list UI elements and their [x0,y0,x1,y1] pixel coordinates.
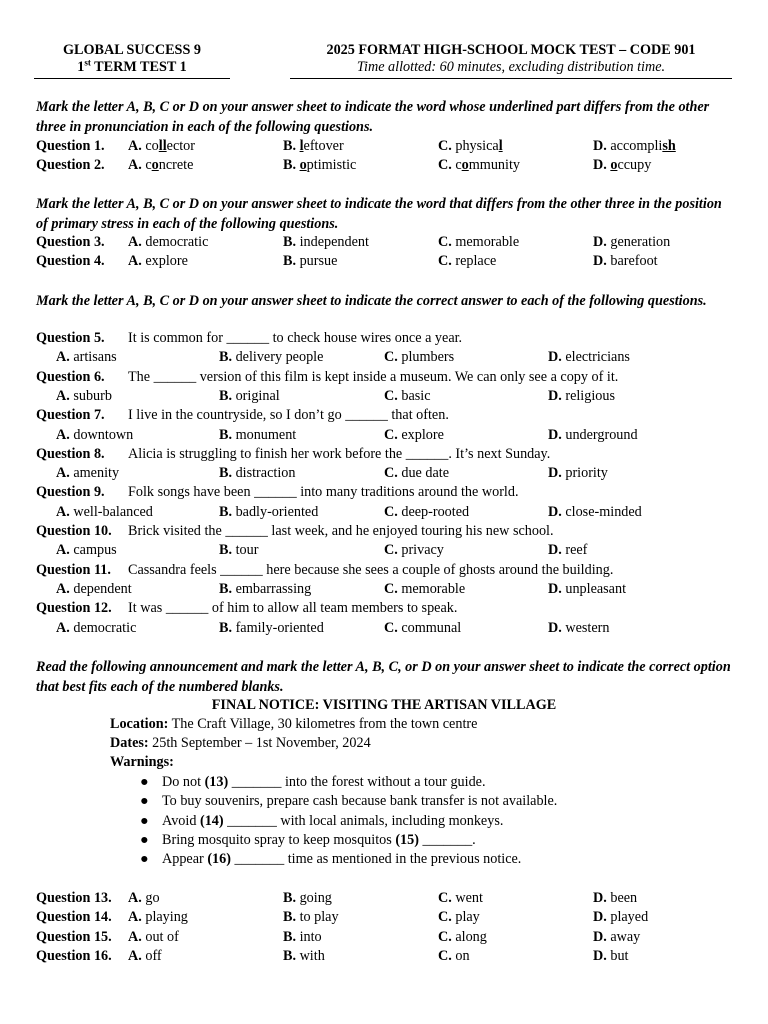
option-letter: D. [548,542,566,559]
option-text: into [299,928,322,945]
answer-option [128,137,195,156]
answer-option [438,928,487,947]
option-text: been [610,890,638,906]
option-letter: C. [438,928,456,945]
option-text: replace [455,253,497,269]
question-stem: It is common for ______ to check house wires once a year. [128,330,463,346]
option-text: campus [73,542,117,559]
option-letter: D. [593,157,611,173]
option-text-pre: accompli [610,138,663,154]
option-text: independent [299,234,369,250]
question-label: Question 11. [36,561,111,578]
warning-item [140,773,486,792]
option-underlined-part: o [299,157,307,173]
question-stem: It was ______ of him to allow all team members to speak. [128,600,458,617]
option-letter: C. [384,465,402,482]
option-text-pre: physica [455,138,499,154]
answer-option [548,619,609,638]
option-letter: A. [128,890,146,906]
option-text-pre: c [145,157,152,173]
option-letter: D. [548,619,566,636]
option-letter: D. [548,580,566,597]
option-underlined-part: sh [662,138,676,154]
question-label: Question 14. [36,909,112,926]
option-underlined-part: ll [158,138,167,154]
time-allotted: Time allotted: 60 minutes, excluding distribution time. [356,59,666,75]
option-letter: A. [56,465,74,482]
answer-option [56,619,136,638]
option-text: out of [145,928,179,945]
answer-option [283,908,339,927]
option-letter: C. [438,234,456,250]
option-text: original [235,387,280,404]
option-text: religious [565,387,615,404]
header-left-rule [34,78,230,79]
option-text-post: mmunity [468,157,520,173]
option-underlined-part: l [299,138,304,154]
option-text: going [299,890,332,906]
option-letter: C. [438,947,456,964]
warning-item [140,831,476,850]
option-text: amenity [73,465,120,482]
option-text: played [610,909,649,926]
answer-option [219,580,311,599]
warnings-label: Warnings: [110,754,174,770]
exam-title: 2025 FORMAT HIGH-SCHOOL MOCK TEST – CODE 901 [326,42,696,58]
option-text: deep-rooted [401,503,470,520]
answer-option [283,889,332,908]
option-letter: B. [219,542,236,559]
option-letter: D. [548,387,566,404]
answer-option [548,348,630,367]
warning-text-pre: Do not [162,774,205,790]
option-text: democratic [73,619,137,636]
option-letter: D. [593,928,611,945]
answer-option [548,387,615,406]
option-letter: B. [219,349,236,366]
answer-option [128,233,208,252]
option-text: privacy [401,542,444,559]
warning-text-pre: To buy souvenirs, prepare cash because bank transfer is not available. [162,793,558,810]
answer-option [283,947,325,966]
answer-option [56,387,112,406]
question-stem: Brick visited the ______ last week, and he enjoyed touring his new school. [128,523,554,539]
answer-option [128,928,179,947]
option-text: away [610,928,641,945]
answer-option [384,541,444,560]
warning-text-pre: Avoid [162,812,200,829]
option-text: communal [401,619,462,636]
option-underlined-part: o [151,157,159,173]
question-label: Question 7. [36,407,105,424]
question-stem: The ______ version of this film is kept inside a museum. We can only see a copy of it. [128,368,619,385]
option-text: suburb [73,387,112,404]
question-label: Question 8. [36,445,105,462]
blank-number: (14) [199,812,224,829]
answer-option [438,908,480,927]
option-letter: B. [283,157,300,173]
notice-title: FINAL NOTICE: VISITING THE ARTISAN VILLAGE [211,697,557,713]
option-letter: D. [548,426,566,443]
answer-option [593,908,648,927]
option-text: explore [401,426,444,443]
option-text: western [565,619,610,636]
term-number: 1 [77,59,85,75]
option-text: memorable [401,580,466,597]
option-text: embarrassing [235,580,312,597]
option-text: dependent [73,580,132,597]
answer-option [438,233,519,252]
term-test-label: TERM TEST 1 [90,59,187,75]
option-text-post: ector [166,138,195,154]
option-letter: D. [593,947,611,964]
option-text: family-oriented [235,619,324,636]
warning-text-post: _______ with local animals, including monkeys. [223,812,504,829]
section2-instruction: Mark the letter A, B, C or D on your answer sheet to indicate the word that differs from the other three in the position of primary stress in each of the following questions. [36,196,722,232]
option-text: to play [299,909,339,926]
option-text: barefoot [610,253,658,269]
term-ordinal-suffix: st [84,57,91,68]
option-underlined-part: o [610,157,618,173]
option-text-post: ncrete [158,157,194,173]
answer-option [438,947,470,966]
answer-option [438,252,496,271]
bullet-icon: ● [140,851,149,868]
option-text: electricians [565,349,630,366]
dates-label: Dates: [110,735,149,751]
option-letter: A. [128,947,146,964]
question-label: Question 13. [36,890,112,906]
option-letter: D. [593,909,611,926]
answer-option [548,503,642,522]
warning-text-pre: Bring mosquito spray to keep mosquitos [162,831,396,848]
answer-option [283,233,369,252]
bullet-icon: ● [140,774,149,790]
option-text: underground [565,426,638,443]
option-letter: B. [283,947,300,964]
answer-option [128,947,162,966]
answer-option [128,252,188,271]
option-text: democratic [145,234,209,250]
option-letter: D. [548,503,566,520]
warning-item [140,792,557,811]
answer-option [219,541,258,560]
option-letter: C. [384,542,402,559]
warning-text-post: _______ time as mentioned in the previous notice. [230,851,522,868]
option-letter: A. [56,580,74,597]
option-text: off [145,947,162,964]
bullet-icon: ● [140,793,149,810]
question-label: Question 1. [36,138,105,154]
question-label: Question 3. [36,234,105,250]
answer-option [548,464,608,483]
option-text: playing [145,909,188,926]
option-letter: A. [128,234,146,250]
option-text-pre: c [455,157,462,173]
option-letter: B. [219,465,236,482]
answer-option [548,426,638,445]
option-letter: A. [56,619,74,636]
term-test-title [34,58,230,77]
option-text: play [455,909,480,926]
answer-option [593,928,640,947]
warning-text-post: _______. [418,831,476,848]
option-letter: C. [384,580,402,597]
answer-option [593,889,637,908]
option-text: but [610,947,629,964]
question-label: Question 10. [36,523,112,539]
option-letter: B. [283,138,300,154]
answer-option [56,464,119,483]
option-text: well-balanced [73,503,153,520]
question-label: Question 2. [36,157,105,173]
answer-option [283,137,344,156]
option-text: monument [235,426,297,443]
warning-text-pre: Appear [162,851,208,868]
option-letter: B. [219,426,236,443]
answer-option [219,387,280,406]
option-letter: C. [384,619,402,636]
answer-option [56,426,133,445]
option-letter: B. [219,387,236,404]
option-text-pre: co [145,138,159,154]
option-text: distraction [235,465,296,482]
option-letter: C. [438,909,456,926]
option-text: badly-oriented [235,503,319,520]
option-letter: C. [438,890,456,906]
question-stem: Folk songs have been ______ into many traditions around the world. [128,484,519,501]
answer-option [438,156,520,175]
option-text: downtown [73,426,134,443]
option-letter: B. [283,234,300,250]
option-letter: D. [593,138,611,154]
answer-option [56,580,132,599]
option-text: go [145,890,160,906]
section4-instruction: Read the following announcement and mark the letter A, B, C, or D on your answer sheet to indicate the correct option that best fits each of the numbered blanks. [36,659,731,695]
answer-option [283,252,337,271]
question-label: Question 4. [36,253,105,269]
notice-location [110,715,477,734]
option-underlined-part: l [498,138,503,154]
option-letter: B. [219,503,236,520]
option-text: due date [401,465,450,482]
bullet-icon: ● [140,812,149,829]
question-label: Question 5. [36,330,105,346]
answer-option [128,908,188,927]
answer-option [384,464,449,483]
blank-number: (13) [204,774,229,790]
answer-option [219,348,323,367]
option-text: with [299,947,325,964]
question-stem: I live in the countryside, so I don’t go ______ that often. [128,407,449,424]
option-text: explore [145,253,188,269]
option-letter: C. [384,349,402,366]
option-text: artisans [73,349,117,366]
option-letter: B. [283,890,300,906]
option-text: priority [565,465,608,482]
question-stem: Alicia is struggling to finish her work before the ______. It’s next Sunday. [128,445,551,462]
answer-option [219,426,296,445]
dates-value: 25th September – 1st November, 2024 [148,735,371,751]
option-text: generation [610,234,671,250]
option-letter: A. [128,138,146,154]
notice-dates [110,734,371,753]
answer-option [128,156,193,175]
option-text: reef [565,542,588,559]
answer-option [438,889,483,908]
location-value: The Craft Village, 30 kilometres from the town centre [168,716,478,732]
option-letter: B. [219,580,236,597]
option-text: memorable [455,234,520,250]
bullet-icon: ● [140,831,149,848]
option-letter: B. [283,909,300,926]
option-text-post: eftover [303,138,344,154]
option-text: on [455,947,470,964]
question-label: Question 15. [36,928,112,945]
option-letter: C. [384,426,402,443]
option-letter: A. [56,503,74,520]
location-label: Location: [110,716,169,732]
option-text: delivery people [235,349,324,366]
answer-option [384,348,454,367]
option-text: close-minded [565,503,642,520]
option-letter: D. [593,253,611,269]
option-letter: D. [548,349,566,366]
section3-instruction: Mark the letter A, B, C or D on your answer sheet to indicate the correct answer to each of the following questions. [36,293,707,309]
option-letter: B. [283,928,300,945]
answer-option [384,503,469,522]
answer-option [593,156,651,175]
warning-item [140,850,521,869]
answer-option [593,137,676,156]
answer-option [283,156,356,175]
option-letter: A. [56,387,74,404]
blank-number: (16) [207,851,231,868]
option-letter: A. [56,426,74,443]
answer-option [593,947,628,966]
warning-item [140,812,503,831]
answer-option [283,928,322,947]
question-label: Question 9. [36,484,105,501]
option-text: plumbers [401,349,455,366]
option-letter: B. [283,253,300,269]
option-underlined-part: o [461,157,469,173]
option-letter: B. [219,619,236,636]
option-text: pursue [299,253,338,269]
option-letter: A. [128,157,146,173]
answer-option [548,580,626,599]
answer-option [384,580,465,599]
answer-option [548,541,587,560]
answer-option [593,252,658,271]
option-text: along [455,928,487,945]
warning-text-post: _______ into the forest without a tour guide. [228,774,486,790]
blank-number: (15) [395,831,419,848]
option-letter: A. [128,928,146,945]
answer-option [128,889,160,908]
section1-instruction: Mark the letter A, B, C or D on your answer sheet to indicate the word whose underlined part differs from the other three in pronunciation in each of the following questions. [36,99,710,135]
answer-option [384,619,461,638]
option-text: unpleasant [565,580,627,597]
option-text: went [455,890,483,906]
option-letter: D. [593,890,611,906]
header-right-rule [290,78,732,79]
answer-option [593,233,670,252]
option-letter: C. [384,503,402,520]
question-label: Question 16. [36,947,112,964]
question-stem: Cassandra feels ______ here because she sees a couple of ghosts around the building. [128,561,614,578]
answer-option [219,619,324,638]
question-label: Question 6. [36,368,105,385]
option-text-post: ptimistic [306,157,357,173]
option-letter: C. [384,387,402,404]
option-letter: C. [438,138,456,154]
answer-option [56,541,117,560]
option-text-post: ccupy [617,157,652,173]
question-label: Question 12. [36,600,112,617]
answer-option [384,387,431,406]
option-text: tour [235,542,259,559]
answer-option [56,503,153,522]
option-letter: D. [593,234,611,250]
answer-option [56,348,117,367]
option-letter: A. [56,349,74,366]
option-text: basic [401,387,431,404]
answer-option [384,426,444,445]
school-series-title: GLOBAL SUCCESS 9 [63,42,201,58]
option-letter: C. [438,157,456,173]
option-letter: A. [128,909,146,926]
option-letter: A. [128,253,146,269]
answer-option [438,137,503,156]
answer-option [219,464,295,483]
answer-option [219,503,318,522]
option-letter: C. [438,253,456,269]
option-letter: D. [548,465,566,482]
option-letter: A. [56,542,74,559]
